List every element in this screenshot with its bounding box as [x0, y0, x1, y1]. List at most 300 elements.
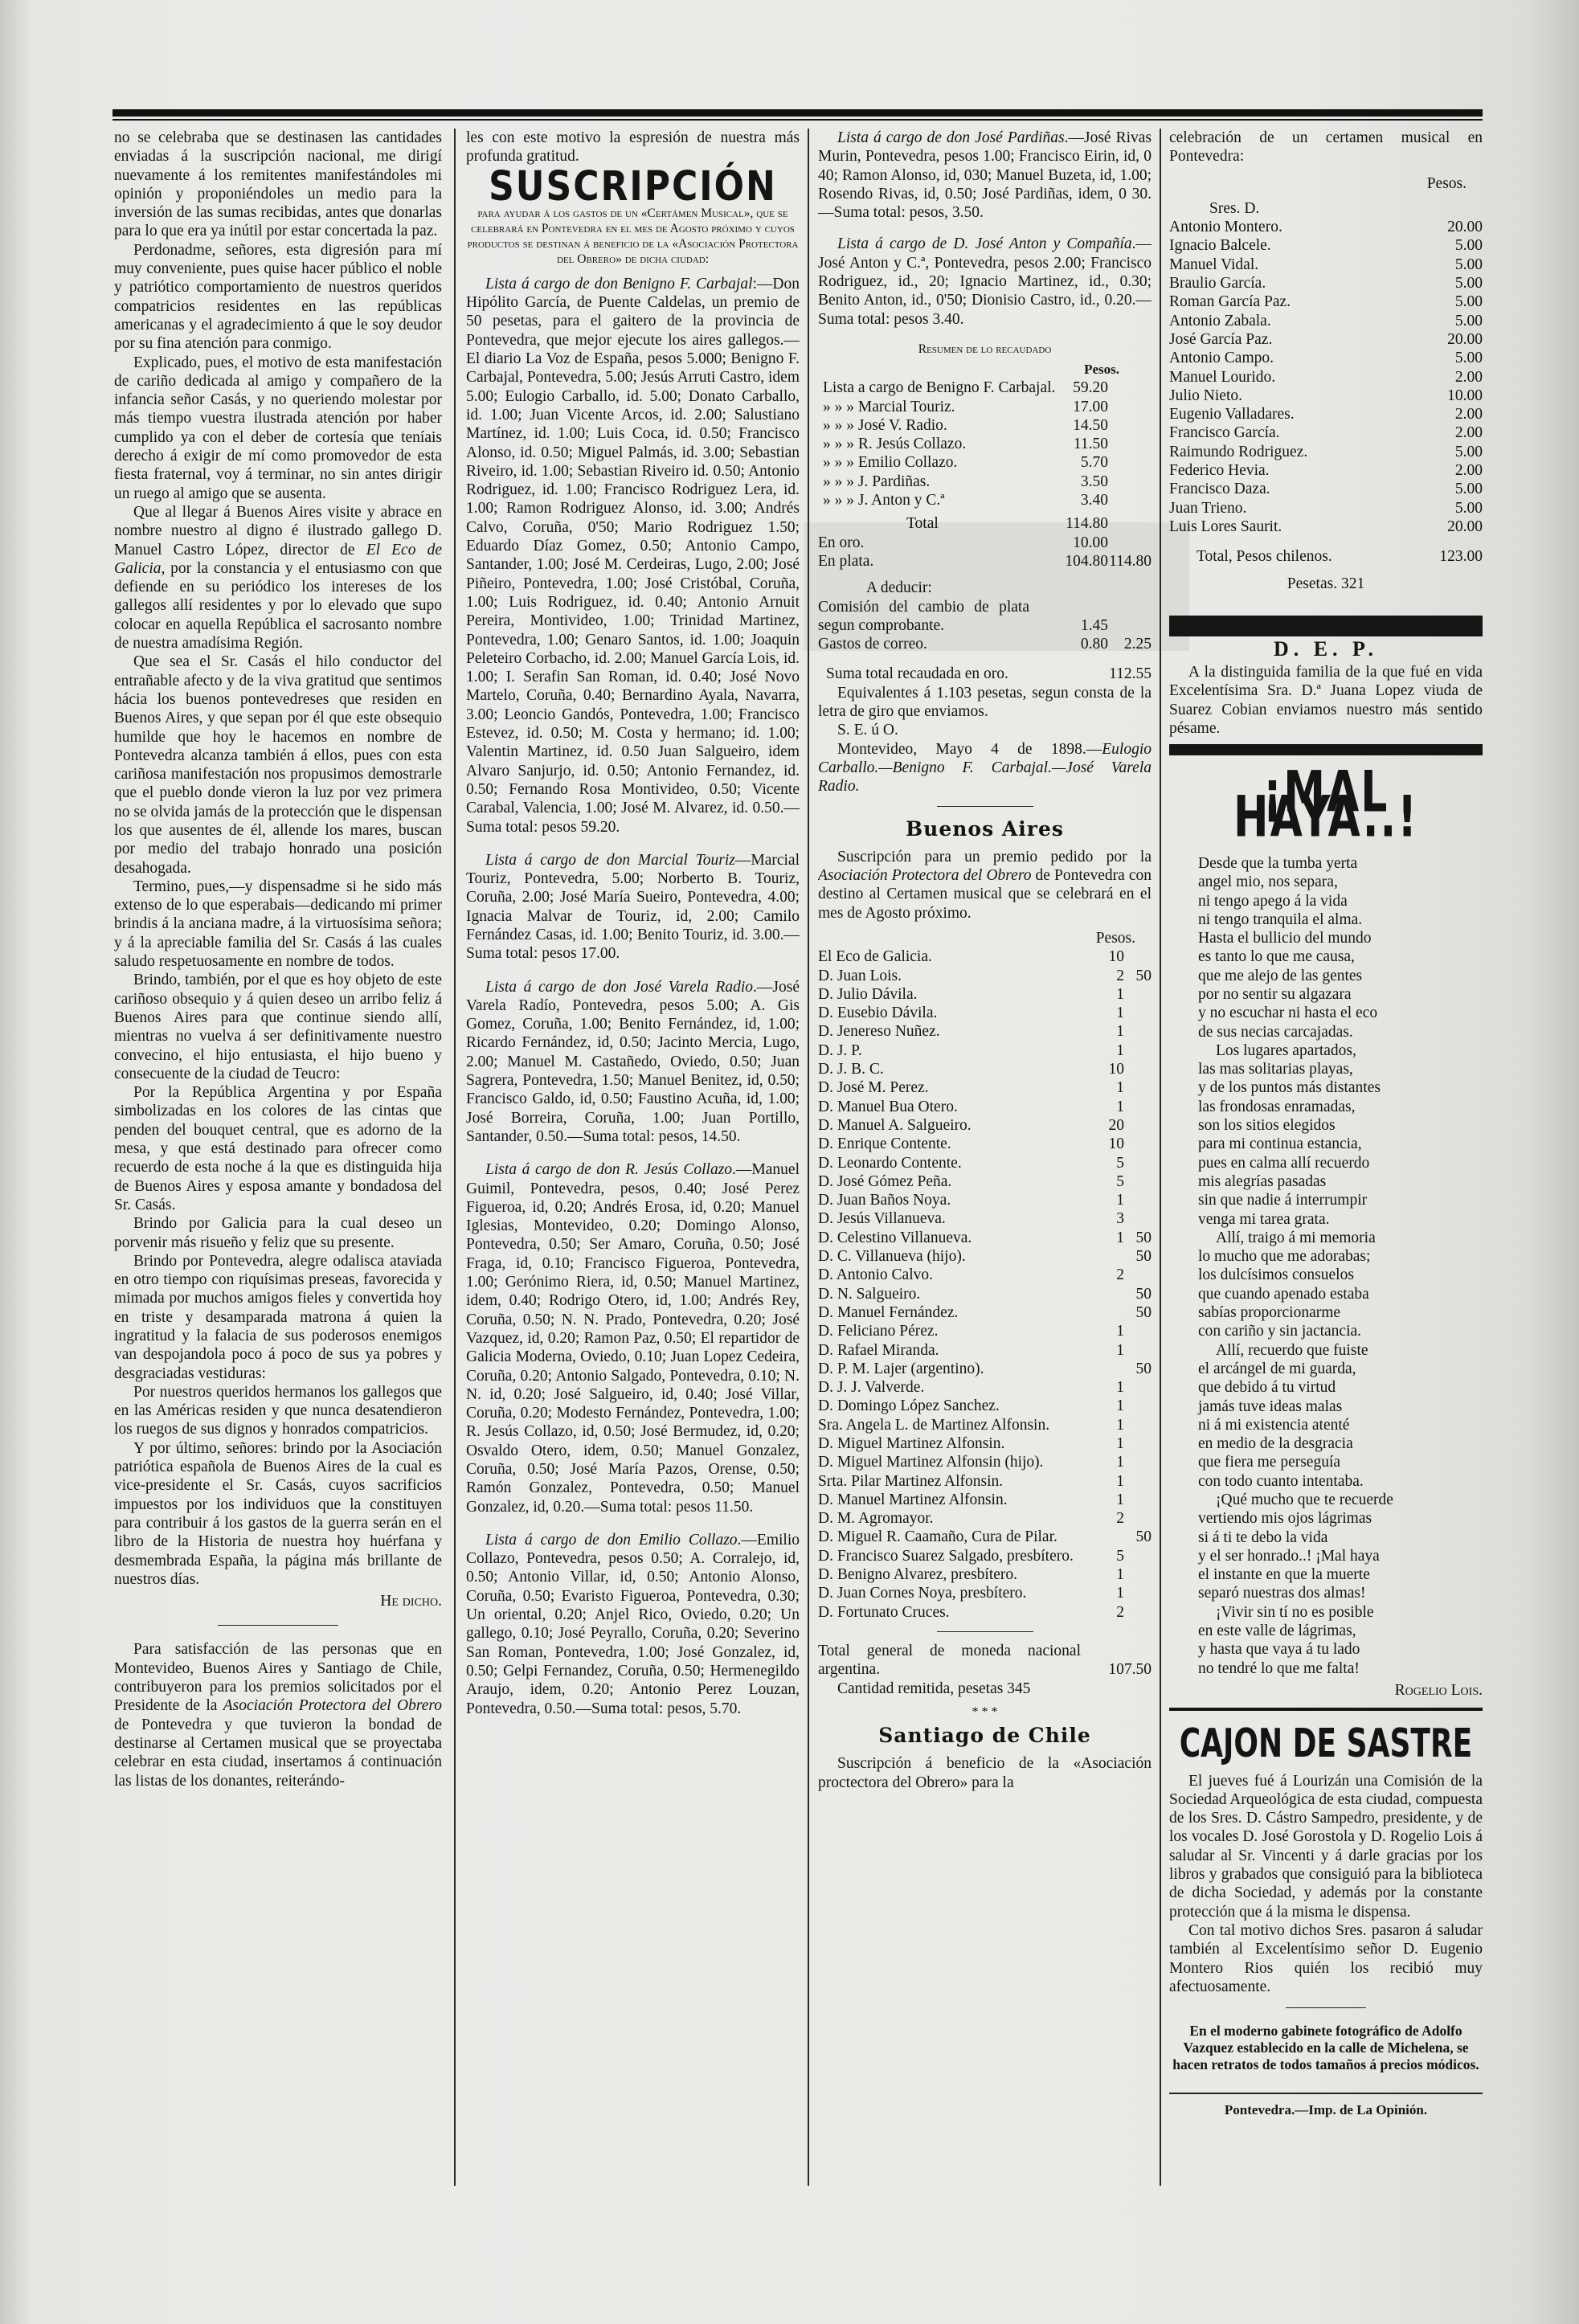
poem-line: Desde que la tumba yerta — [1198, 854, 1358, 872]
comision-value: 1.45 — [1080, 616, 1108, 634]
poem-line: que fiera me perseguía — [1198, 1454, 1341, 1471]
donor-amount: 5 — [1116, 1154, 1124, 1172]
donor-name: D. Miguel Martinez Alfonsin (hijo). — [818, 1454, 1044, 1471]
donor-amount: 5 — [1116, 1547, 1124, 1565]
rip-title: D. E. P. — [1273, 636, 1379, 661]
table-row — [1169, 499, 1483, 518]
table-row — [818, 1041, 1152, 1060]
donor-amount: 1 — [1116, 1023, 1124, 1041]
donor-name: Eugenio Valladares. — [1169, 406, 1295, 423]
table-row — [818, 1642, 1152, 1680]
donor-name: Antonio Montero. — [1169, 219, 1282, 236]
donor-amount: 2.00 — [1454, 424, 1483, 442]
donor-cents: 50 — [1135, 1248, 1152, 1266]
donor-cents — [1124, 1491, 1152, 1509]
poem-line: los dulcísimos consuelos — [1198, 1266, 1354, 1284]
poem-line: que me alejo de las gentes — [1198, 967, 1363, 984]
summary-value: 14.50 — [1073, 416, 1108, 434]
donor-cents — [1124, 1098, 1152, 1116]
paragraph: El jueves fué á Lourizán una Comisión de la Sociedad Arqueológica de esta ciudad, compuesta de los Sres. D. Cástro Sampedro, presidente, y de los vocales D. José Gorostola y D. Rogelio Lois á saludar al Sr. Vincenti y á darle gracias por los libros y grabados que consiguió para la biblioteca de dicha Sociedad, y además por la constante protección que á la misma le dispensa. — [1169, 1772, 1483, 1921]
table-row — [818, 1453, 1152, 1471]
list-text: .—Manuel Guimil, Pontevedra, pesos, 0.40; José Perez Figueroa, id, 0.20; Andrés Erosa, id, 0.20; Manuel Iglesias, Montevideo, 0.20; Domingo Alonso, Pontevedra, 0.50; Ser Amaro, Coruña, 0.50; José Fraga, id, 0.10; Francisco Figueroa, Pontevedra, 1.00; Gerónimo Riera, id, 0.50; Manuel Martinez, idem, 0.40; Rodrigo Otero, id, 1.00; Andrés Rey, Coruña, 0.50; N. N. Prado, Pontevedra, 0.20; José Vazquez, id, 0.20; Ramon Paz, 0.50; El repartidor de Galicia Moderna, Oviedo, 0.10; Juan Lopez Cedeira, Coruña, 0.20; Antonio Salgado, Pontevedra, 0.10; N. N. id, 0.20; José Salgueiro, id, 0.40; José Villar, Coruña, 0.20; Modesto Fernández, Pontevedra, 1.00; R. Jesús Collazo, id, 0.50; José Bermudez, id, 0.20; Osvaldo Otero, idem, 0.50; Manuel Gonzalez, Coruña, 0.50; José María Pazos, Orense, 0.50; Ramón Gonzalez, Pontevedra, 0.50; Manuel Gonzalez, id, 0.20.—Suma total: pesos 11.50. — [466, 1161, 800, 1516]
donor-amount: 5.00 — [1454, 481, 1483, 498]
table-row — [818, 1060, 1152, 1078]
paragraph: Suscripción á beneficio de la «Asociación proctectora del Obrero» para la — [818, 1755, 1152, 1791]
paragraph — [114, 503, 442, 653]
paragraph: Que sea el Sr. Casás el hilo conductor del entrañable afecto y de la viva gratitud que sentimos hácia los buenos pontevedreses que residen en Buenos Aires, y que sepan por él que este obsequio humilde que hoy le hacemos en nombre de Pontevedra alcanza también á ellos, pues con esta cariñosa manifestación nos propusimos demostrarle que el pueblo donde vieron la luz por vez primera no se olvida jamás de la protección que le dispensan los que ausentes de él, allende los mares, buscan por medio del trabajo honrado una posición desahogada. — [114, 653, 442, 877]
text-span: Suscripción para un premio pedido por la — [837, 848, 1152, 865]
ornament-stars: * * * — [972, 1704, 998, 1719]
donor-amount: 10 — [1108, 1061, 1124, 1078]
table-row — [818, 1322, 1152, 1340]
summary-value: 59.20 — [1073, 379, 1108, 397]
section-title-chile: Santiago de Chile — [878, 1724, 1091, 1748]
date-line: Montevideo, Mayo 4 de 1898.— — [837, 740, 1102, 758]
donor-cents — [1124, 1547, 1152, 1565]
table-row — [818, 534, 1152, 552]
donor-amount: 2 — [1116, 1510, 1124, 1528]
list-text: :—Don Hipólito García, de Puente Caldelas, un premio de 50 pesetas, para el gaitero de la provincia de Pontevedra, que mejor ejecute los aires gallegos.—El diario La Voz de España, pesos 5.000; Benigno F. Carbajal, Pontevedra, 5.00; Jesús Arruti Castro, idem 5.00; Eulogio Carballo, id. 5.00; Donato Carballo, id. 1.00; Juan Vicente Arcos, id. 2.00; Salustiano Martínez, id. 1.00; Luis Coca, id. 0.50; Francisco Alonso, id. 0.50; Miguel Palmás, id. 3.00; Sebastian Riveiro, id. 1.00; Sebastian Riveiro id. 0.50; Antonio Rodriguez, id. 1.00; Francisco Rodriguez Lera, id. 1.00; Ramon Rodriguez Alonso, id. 3.00; Andrés Calvo, Coruña, 0'50; Mario Rodriguez 1.50; Eduardo Díaz Gomez, 0.50; Antonio Campo, Santander, 1.00; José M. Cerdeiras, Lugo, 2.00; José Piñeiro, Pontevedra, 1.00; José Cristóbal, Coruña, 1.00; Luis Rodriguez, id. 0.40; Antonio Arnuit Pereira, Montivideo, 1.00; Trinidad Martinez, Pontevedra, 1.00; Genaro Santos, id. 1.00; Joaquin Peleteiro Corbacho, id. 2.00; Manuel García Lois, id. 1.00; I. Serafin San Roman, id. 0.40; José Novo Martelo, Coruña, 0.40; Bernardino Ayala, Navarra, 3.00; Leoncio Gandós, Pontevedra, 1.00; Francisco Estevez, id. 0.50; M. Costa y hermano; id. 1.00; Valentin Martinez, id. 0.50 Juan Salgueiro, idem Alvaro Sanjurjo, id. 0.50; Antonio Fernandez, id. 0.50; Fernando Rosa Montivideo, 0.50; Vicente Carabal, Valencia, 1.00; José M. Alvarez, id. 0.50.—Suma total: pesos 59.20. — [466, 275, 800, 836]
black-band — [1169, 744, 1483, 755]
list-text: .—José Varela Radío, Pontevedra, pesos 5.00; A. Gis Gomez, Coruña, 1.00; Benito Fernández, id, 1.00; Ricardo Fernández, id, 0.50; Jacinto Mercia, Lugo, 2.00; Manuel M. Castañedo, Oviedo, 0.50; Juan Sagrera, Pontevedra, 1.50; Manuel Benitez, id, 0.50; Francisco Galdo, id, 0.50; Faustino Acuña, id, 1.00; José Borreira, Coruña, 1.00; Juan Portillo, Santander, 0.50.—Suma total: pesos, 14.50. — [466, 978, 800, 1145]
donor-cents — [1124, 1603, 1152, 1622]
table-row — [818, 1191, 1152, 1209]
sres-label: Sres. D. — [1209, 199, 1260, 217]
donor-cents — [1124, 1378, 1152, 1397]
comision-label: Comisión del cambio de plata segun comprobante. — [818, 598, 1029, 634]
poem-line: las frondosas enramadas, — [1198, 1098, 1356, 1115]
donor-cents — [1124, 1022, 1152, 1041]
donor-cents — [1124, 1209, 1152, 1228]
table-row — [1169, 218, 1483, 236]
poem-line: Los lugares apartados, — [1216, 1041, 1356, 1059]
donor-cents: 50 — [1135, 967, 1152, 984]
summary-label: » » » J. Pardiñas. — [823, 473, 931, 490]
donor-cents — [1124, 1004, 1152, 1022]
poem-line: con cariño y sin jactancia. — [1198, 1323, 1362, 1340]
table-row — [818, 1397, 1152, 1415]
donor-amount — [1097, 1528, 1124, 1546]
table-row — [818, 1022, 1152, 1041]
poem-line: angel mio, nos separa, — [1198, 874, 1338, 891]
paragraph: Perdonadme, señores, esta digresión para mí muy conveniente, pues quise hacer público el noble y patriótico comportamiento de nuestros queridos compatricios residentes en las repúblicas americanas y el agradecimiento á que le soy deudor por su fina atención para conmigo. — [114, 241, 442, 353]
donor-amount: 1 — [1116, 1397, 1124, 1415]
poem-line: que debido á tu virtud — [1198, 1379, 1336, 1397]
poem-line: lo mucho que me adorabas; — [1198, 1248, 1371, 1266]
donor-name: Raimundo Rodriguez. — [1169, 443, 1308, 460]
donor-name: D. Feliciano Pérez. — [818, 1323, 939, 1340]
section-rule — [218, 1625, 338, 1626]
total-label: Total — [906, 515, 939, 533]
donor-cents — [1124, 1453, 1152, 1471]
list-text: .—Emilio Collazo, Pontevedra, pesos 0.50; A. Corralejo, id, 0.50; Antonio Villar, id, 0.50; Antonio Alonso, Coruña, 0.50; Evaristo Figueroa, Pontevedra, 0.30; Un oriental, 0.20; Anjel Rico, Oviedo, 0.20; Un gallego, 0.10; José Peyrallo, Coruña, 0.20; Severino San Roman, Pontevedra, 1.00; José Gonzalez, id, 0.50; Gelpi Fernandez, Coruña, 0.50; Hermenegildo Araujo, idem, 0.20; Antonio Perez Louzan, Pontevedra, 0.50.—Suma total: pesos, 5.70. — [466, 1531, 800, 1717]
donor-amount — [1097, 1285, 1124, 1303]
summary-label: » » » Marcial Touriz. — [823, 398, 955, 415]
table-row — [1169, 312, 1483, 330]
list-paragraph — [466, 1531, 800, 1718]
donor-cents — [1124, 1154, 1152, 1172]
paragraph: Termino, pues,—y dispensadme si he sido más extenso de lo que esperabais—dedicando mi primer brindis á la anciana madre, á la virtuosísima señora; y á la apreciable familia del Sr. Casás á las cuales saludo respetuosamente en nombre de todos. — [114, 878, 442, 971]
donor-amount: 3 — [1116, 1210, 1124, 1228]
final-table — [818, 665, 1152, 683]
column-3 — [818, 129, 1152, 2218]
table-row — [818, 1116, 1152, 1135]
donor-name: D. Manuel Bua Otero. — [818, 1098, 958, 1115]
poem-line: que cuando apenado estaba — [1198, 1285, 1369, 1303]
table-row — [818, 1528, 1152, 1546]
donor-name: D. Juan Cornes Noya, presbítero. — [818, 1585, 1027, 1602]
donor-name: José García Paz. — [1169, 330, 1273, 348]
chile-table — [1169, 218, 1483, 536]
donor-cents — [1124, 947, 1152, 966]
summary-value: 5.70 — [1080, 454, 1108, 472]
table-row — [818, 967, 1152, 985]
donor-name: D. P. M. Lajer (argentino). — [818, 1360, 984, 1377]
oro-value: 10.00 — [1073, 534, 1108, 551]
poem-line: ¡Qué mucho que te recuerde — [1216, 1491, 1393, 1508]
gastos-value: 0.80 — [1080, 636, 1108, 653]
table-row — [818, 1004, 1152, 1022]
donor-amount: 5.00 — [1454, 237, 1483, 255]
paragraph: Brindo por Galicia para la cual deseo un porvenir más risueño y feliz que su presente. — [114, 1215, 442, 1251]
poem-line: son los sitios elegidos — [1198, 1117, 1336, 1135]
donor-name: D. J. B. C. — [818, 1061, 884, 1078]
donor-name: Luis Lores Saurit. — [1169, 518, 1282, 535]
donor-amount: 5.00 — [1454, 275, 1483, 293]
deduct-label: A deducir: — [866, 579, 932, 597]
plata-label: En plata. — [818, 552, 874, 570]
donor-amount: 2.00 — [1454, 406, 1483, 423]
donor-name: Antonio Zabala. — [1169, 312, 1271, 329]
poem-line: pues en calma allí recuerdo — [1198, 1154, 1370, 1172]
chile-total-label: Total, Pesos chilenos. — [1197, 548, 1332, 566]
table-row — [1169, 480, 1483, 498]
donor-cents: 50 — [1135, 1303, 1152, 1321]
table-row — [1169, 423, 1483, 442]
donor-cents — [1124, 1041, 1152, 1060]
list-paragraph — [466, 1160, 800, 1516]
poem-signature: Rogelio Lois. — [1394, 1681, 1483, 1699]
donor-amount: 1 — [1116, 1435, 1124, 1452]
donor-name: Antonio Campo. — [1169, 350, 1274, 367]
pesos-header: Pesos. — [1426, 174, 1467, 192]
list-heading: Lista á cargo de don Marcial Touriz — [485, 851, 735, 869]
donor-amount: 1 — [1116, 1585, 1124, 1602]
pesos-header: Pesos. — [1095, 929, 1135, 947]
donor-cents — [1124, 985, 1152, 1004]
table-row — [1169, 368, 1483, 387]
poem-line: en medio de la desgracia — [1198, 1435, 1353, 1453]
poem-title: ¡MAL HAYA..! — [1233, 760, 1418, 851]
paragraph: Cantidad remitida, pesetas 345 — [837, 1680, 1031, 1697]
poem-line: jamás tuve ideas malas — [1198, 1397, 1343, 1415]
list-text: .—José Anton y C.ª, Pontevedra, pesos 2.00; Francisco Rodriguez, id., 20; Ignacio Martinez, id., 0.30; Benito Anton, id., 0'50; Dionisio Castro, id., 0.20.—Suma total: pesos 3.40. — [818, 235, 1152, 328]
donor-amount: 2 — [1116, 967, 1124, 984]
table-row — [1169, 274, 1483, 293]
section-rule — [937, 1631, 1033, 1632]
list-heading: Lista á cargo de don José Pardiñas — [837, 129, 1065, 146]
donor-name: Francisco García. — [1169, 424, 1280, 442]
donor-amount: 1 — [1116, 1379, 1124, 1397]
table-row — [818, 635, 1152, 653]
donor-name: D. José Gómez Peña. — [818, 1172, 952, 1190]
paragraph: Equivalentes á 1.103 pesetas, segun consta de la letra de giro que enviamos. — [818, 684, 1152, 721]
poem-line: sin que nadie á interrumpir — [1198, 1192, 1368, 1209]
donor-cents — [1124, 1078, 1152, 1097]
donor-amount: 1 — [1116, 1229, 1124, 1246]
table-row — [818, 1135, 1152, 1153]
plata-total: 114.80 — [1109, 552, 1152, 570]
donor-cents — [1124, 1135, 1152, 1153]
deduct-table — [818, 598, 1152, 654]
donor-amount: 20.00 — [1447, 219, 1483, 236]
top-rule — [112, 109, 1483, 117]
donor-name: Manuel Lourido. — [1169, 368, 1276, 386]
table-row — [1169, 518, 1483, 536]
summary-label: » » » R. Jesús Collazo. — [823, 436, 967, 453]
donor-name: Ignacio Balcele. — [1169, 237, 1271, 255]
donor-amount: 20 — [1108, 1116, 1124, 1134]
summary-blank — [1108, 473, 1152, 491]
column-4 — [1169, 129, 1483, 2266]
list-text: .—José Rivas Murin, Pontevedra, pesos 1.00; Francisco Eirin, id, 0 40; Ramon Alonso, id, 030; Manuel Buzeta, id, 1.00; Rosendo Rivas, id, 0.50; José Pardiñas, idem, 0 30.—Suma total: pesos, 3.50. — [818, 129, 1152, 222]
donor-amount: 1 — [1116, 1472, 1124, 1490]
donor-name: D. Fortunato Cruces. — [818, 1603, 950, 1621]
donor-amount: 5.00 — [1454, 350, 1483, 367]
gastos-label: Gastos de correo. — [818, 636, 927, 653]
donor-name: D. Jesús Villanueva. — [818, 1210, 946, 1228]
table-row — [818, 1416, 1152, 1434]
summary-blank — [1108, 378, 1152, 397]
poem-line: ni á mi existencia atenté — [1198, 1416, 1350, 1434]
table-row — [1169, 236, 1483, 255]
summary-label: » » » Emilio Collazo. — [823, 454, 958, 472]
gastos-total: 2.25 — [1123, 636, 1152, 653]
summary-value: 11.50 — [1073, 436, 1108, 453]
table-row — [818, 665, 1152, 683]
poem-line: y no escuchar ni hasta el eco — [1198, 1004, 1378, 1022]
donor-amount: 20.00 — [1447, 518, 1483, 535]
donor-name: D. Jenereso Nuñez. — [818, 1023, 940, 1041]
summary-blank — [1108, 435, 1152, 453]
donor-name: D. J. P. — [818, 1041, 862, 1059]
text-span: de Pontevedra con destino al Certamen musical que se celebrará en el mes de Agosto próximo. — [818, 867, 1152, 922]
donor-name: D. J. J. Valverde. — [818, 1379, 925, 1397]
table-row — [818, 598, 1152, 636]
poem-line: vertiendo mis ojos lágrimas — [1198, 1510, 1372, 1528]
donor-amount: 20.00 — [1447, 330, 1483, 348]
paragraph: celebración de un certamen musical en Pontevedra: — [1169, 129, 1483, 166]
donor-amount: 10 — [1108, 1135, 1124, 1153]
donor-amount: 1 — [1116, 1004, 1124, 1022]
donor-cents — [1124, 1472, 1152, 1491]
donor-amount: 1 — [1116, 1341, 1124, 1359]
poem-line: no tendré lo que me falta! — [1198, 1659, 1360, 1677]
donor-amount: 5.00 — [1454, 312, 1483, 329]
donor-amount: 10 — [1108, 948, 1124, 966]
list-heading: Lista á cargo de don José Varela Radio — [485, 978, 754, 996]
table-row — [818, 1172, 1152, 1191]
donor-name: D. Miguel R. Caamaño, Cura de Pilar. — [818, 1528, 1057, 1546]
table-row — [1169, 349, 1483, 367]
donor-name: D. M. Agromayor. — [818, 1510, 934, 1528]
total-value: 114.80 — [1066, 515, 1108, 533]
donor-name: Srta. Pilar Martinez Alfonsin. — [818, 1472, 1004, 1490]
poem-line: ni tengo tranquila el alma. — [1198, 910, 1363, 928]
poem-line: separó nuestras dos almas! — [1198, 1585, 1366, 1602]
donor-cents — [1124, 1584, 1152, 1602]
poem — [1169, 854, 1483, 1678]
table-row — [818, 1584, 1152, 1602]
summary-value: 3.40 — [1080, 492, 1108, 509]
donor-amount: 1 — [1116, 1098, 1124, 1115]
section-title-buenos-aires: Buenos Aires — [906, 816, 1064, 841]
donor-name: Juan Trieno. — [1169, 499, 1247, 517]
paragraph: Brindo por Pontevedra, alegre odalisca ataviada en otro tiempo con riquísimas preseas, favorecida y mimada por muchos amigos fieles y convertida hoy en triste y desamparada matrona á quien la ingratitud y la falacia de sus poderosos enemigos van despojandola poco á poco de sus ya pobres y desgraciadas vestiduras: — [114, 1252, 442, 1382]
poem-line: ni tengo apego á la vida — [1198, 892, 1348, 910]
poem-line: Allí, recuerdo que fuiste — [1216, 1341, 1368, 1359]
column-divider — [808, 129, 809, 2186]
paragraph — [114, 1640, 442, 1790]
donor-cents — [1124, 1397, 1152, 1415]
poem-line: si á ti te debo la vida — [1198, 1528, 1328, 1546]
table-row — [818, 1098, 1152, 1116]
donor-amount: 2.00 — [1454, 462, 1483, 480]
table-row — [1169, 547, 1483, 566]
section-intro: para ayudar á los gastos de un «Certámen Musical», que se celebrará en Pontevedra en el mes de Agosto próximo y cuyos productos se destinan á beneficio de la «Asociación Protectora del Obrero» de dicha ciudad: — [467, 206, 799, 266]
paragraph: Explicado, pues, el motivo de esta manifestación de cariño dedicada al amigo y compañero de la infancia señor Casás, y no queriendo molestar por más tiempo vuestra ilustrada atención por haber cumplido ya con el deber de cortesía que teníais derecho á exigir de mí como promovedor de esta fiesta fraternal, voy á terminar, no sin antes dirigir un ruego al amigo que se ausenta. — [114, 354, 442, 502]
suma-oro-value: 112.55 — [1109, 665, 1152, 683]
poem-line: es tanto lo que me causa, — [1198, 948, 1355, 966]
buenos-aires-table — [818, 947, 1152, 1622]
column-2 — [466, 129, 800, 2218]
table-row — [1169, 330, 1483, 349]
paragraph: A la distinguida familia de la que fué en vida Excelentísima Sra. D.ª Juana Lopez viuda de Suarez Cobian enviamos nuestro más sentido pésame. — [1169, 664, 1483, 738]
section-title-cajon: CAJON DE SASTRE — [1179, 1722, 1473, 1767]
donor-cents: 50 — [1135, 1285, 1152, 1303]
donor-name: D. Manuel A. Salgueiro. — [818, 1116, 972, 1134]
list-heading: Lista á cargo de don Emilio Collazo — [485, 1531, 738, 1549]
donor-name: Federico Hevia. — [1169, 462, 1270, 480]
summary-blank — [1108, 398, 1152, 416]
table-row — [818, 1247, 1152, 1266]
poem-line: el arcángel de mi guarda, — [1198, 1360, 1356, 1377]
donor-amount: 1 — [1116, 1192, 1124, 1209]
paragraph: les con este motivo la espresión de nuestra más profunda gratitud. — [466, 129, 800, 166]
table-row — [818, 473, 1152, 491]
text-span: , por la constancia y el entusiasmo con que defiende en su periódico los intereses de los gallegos allí residentes y por lo elevado que supo colocar en aquella República el sacrosanto nombre de nuestra amadísima Región. — [114, 559, 442, 653]
donor-name: D. Francisco Suarez Salgado, presbítero. — [818, 1547, 1074, 1565]
donor-amount — [1097, 1303, 1124, 1322]
donor-cents: 50 — [1135, 1229, 1152, 1246]
list-text: —Marcial Touriz, Pontevedra, 5.00; Norberto B. Touriz, Coruña, 2.00; José María Sueiro, Pontevedra, 4.00; Ignacia Malvar de Touriz, id, 2.00; Camilo Fernández Casas, id. 1.00; Benito Touriz, id. 3.00.—Suma total: pesos 17.00. — [466, 851, 800, 963]
totals-table — [818, 514, 1152, 571]
poem-line: las mas solitarias playas, — [1198, 1061, 1353, 1078]
donor-name: D. Antonio Calvo. — [818, 1266, 934, 1284]
donor-name: Sra. Angela L. de Martinez Alfonsin. — [818, 1416, 1050, 1434]
donor-name: D. José M. Perez. — [818, 1079, 929, 1097]
black-band — [1169, 616, 1483, 636]
table-row — [1169, 256, 1483, 274]
section-title-suscripcion: SUSCRIPCIÓN — [489, 162, 777, 211]
suma-oro-label: Suma total recaudada en oro. — [826, 665, 1008, 683]
donor-cents — [1124, 1322, 1152, 1340]
table-row — [818, 398, 1152, 416]
signatories: Eulogio Carballo.—Benigno F. Carbajal.—José Varela Radio. — [818, 740, 1152, 796]
summary-blank — [1108, 491, 1152, 509]
poem-line: Hasta el bullicio del mundo — [1198, 930, 1372, 947]
donor-amount: 1 — [1116, 1454, 1124, 1471]
donor-amount: 2 — [1116, 1266, 1124, 1284]
donor-cents — [1124, 1509, 1152, 1528]
table-row — [818, 1154, 1152, 1172]
donor-name: Francisco Daza. — [1169, 481, 1270, 498]
list-heading: Lista á cargo de D. José Anton y Compañía — [837, 235, 1132, 253]
poem-line: mis alegrías pasadas — [1198, 1172, 1327, 1190]
poem-line: ¡Vivir sin tí no es posible — [1216, 1603, 1374, 1621]
poem-line: y hasta que vaya á tu lado — [1198, 1641, 1360, 1659]
donor-cents — [1124, 1191, 1152, 1209]
table-row — [1169, 387, 1483, 405]
poem-line: y el ser honrado..! ¡Mal haya — [1198, 1547, 1380, 1565]
summary-table — [818, 378, 1152, 509]
donor-name: Julio Nieto. — [1169, 387, 1242, 404]
pesos-header: Pesos. — [1084, 361, 1119, 377]
table-row — [818, 1434, 1152, 1453]
donor-name: D. Manuel Martinez Alfonsin. — [818, 1491, 1008, 1508]
table-row — [818, 1303, 1152, 1322]
list-paragraph — [466, 978, 800, 1147]
column-divider — [454, 129, 456, 2186]
donor-name: D. Rafael Miranda. — [818, 1341, 939, 1359]
donor-cents — [1124, 1416, 1152, 1434]
donor-amount: 5 — [1116, 1172, 1124, 1190]
donor-amount: 1 — [1116, 1323, 1124, 1340]
paragraph: Por nuestros queridos hermanos los gallegos que en las Américas residen y que nunca desatendieron los ruegos de sus dignos y honrados compatricios. — [114, 1383, 442, 1438]
table-row — [818, 435, 1152, 453]
association-name: Asociación Protectora del Obrero — [223, 1697, 442, 1715]
donor-amount: 1 — [1116, 1566, 1124, 1584]
table-row — [818, 947, 1152, 966]
donor-name: D. Enrique Contente. — [818, 1135, 951, 1153]
oro-label: En oro. — [818, 534, 865, 551]
donor-amount: 1 — [1116, 1416, 1124, 1434]
donor-amount — [1097, 1360, 1124, 1378]
donor-cents — [1124, 1116, 1152, 1135]
summary-label: » » » J. Anton y C.ª — [823, 492, 945, 509]
list-heading: Lista á cargo de don R. Jesús Collazo — [485, 1161, 733, 1179]
summary-value: 3.50 — [1080, 473, 1108, 490]
table-row — [818, 1509, 1152, 1528]
poem-line: el instante en que la muerte — [1198, 1566, 1370, 1584]
donor-amount: 1 — [1116, 1491, 1124, 1508]
donor-name: Braulio García. — [1169, 275, 1266, 293]
donor-name: D. Juan Baños Noya. — [818, 1192, 951, 1209]
paragraph: Y por último, señores: brindo por la Asociación patriótica española de Buenos Aires de la cual es vice-presidente el Sr. Casás, cuyos sacrificios impuestos por los individuos que la constituyen para contribuir á los gastos de la guerra serán en el libro de la Historia de nuestra hoy huérfana y desmembrada España, la página más brillante de nuestros días. — [114, 1439, 442, 1588]
table-row — [1169, 461, 1483, 480]
paragraph — [818, 848, 1152, 923]
imprint: Pontevedra.—Imp. de La Opinión. — [1169, 2093, 1483, 2119]
summary-label: Lista a cargo de Benigno F. Carbajal. — [823, 379, 1056, 397]
paragraph — [818, 740, 1152, 796]
table-row — [818, 985, 1152, 1004]
donor-name: D. Juan Lois. — [818, 967, 902, 984]
table-row — [818, 1209, 1152, 1228]
plata-value: 104.80 — [1065, 552, 1108, 570]
donor-cents — [1124, 1434, 1152, 1453]
table-row — [818, 1603, 1152, 1622]
table-row — [818, 416, 1152, 435]
